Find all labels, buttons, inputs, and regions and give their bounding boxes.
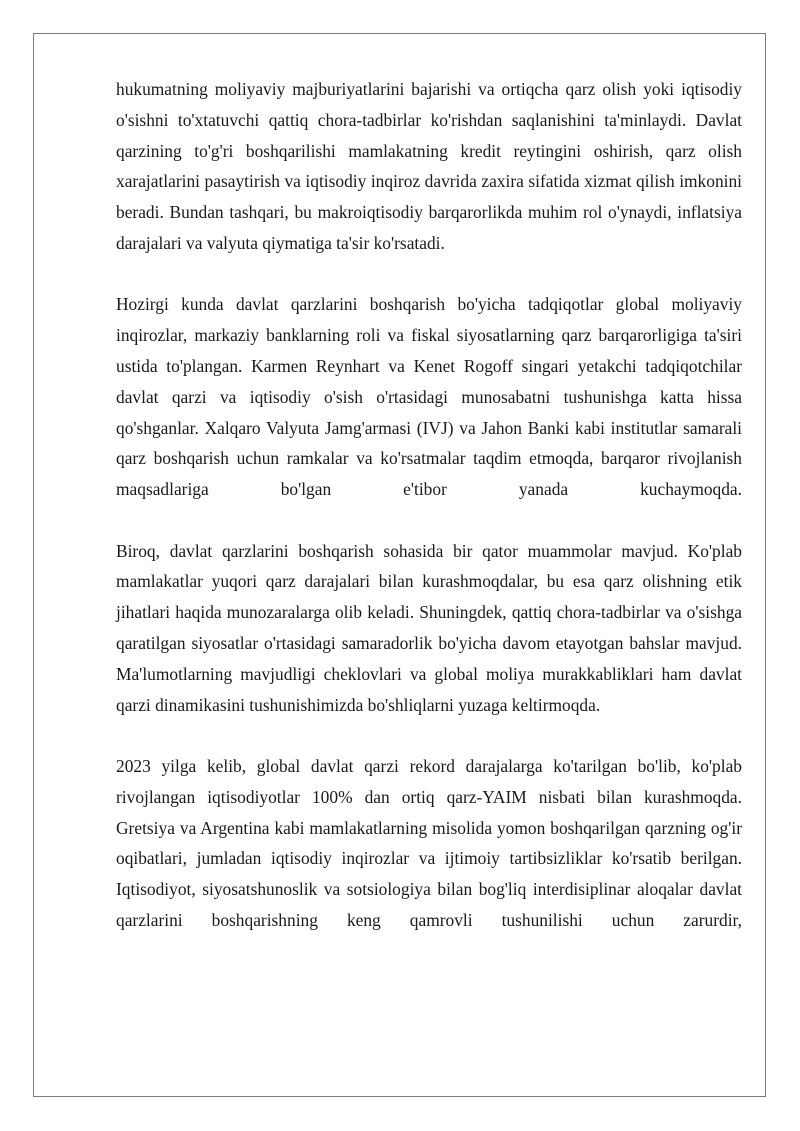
paragraph-4: 2023 yilga kelib, global davlat qarzi rekord darajalarga ko'tarilgan bo'lib, ko'plab rivojlangan iqtisodiyotlar 100% dan ortiq qarz-YAIM nisbati bilan kurashmoqda. Gretsiya va Argentina kabi mamlakatlarning misolida yomon boshqarilgan qarzning og'ir oqibatlari, jumladan iqtisodiy inqirozlar va ijtimoiy tartibsizliklar ko'rsatib berilgan. Iqtisodiyot, siyosatshunoslik va sotsiologiya bilan bog'liq interdisiplinar aloqalar davlat qarzlarini boshqarishning keng qamrovli tushunilishi uchun zarurdir, — [116, 755, 742, 930]
paragraph-2: Hozirgi kunda davlat qarzlarini boshqarish bo'yicha tadqiqotlar global moliyaviy inqirozlar, markaziy banklarning roli va fiskal siyosatlarning qarz barqarorligiga ta'siri ustida to'plangan. Karmen Reynhart va Kenet Rogoff singari yetakchi tadqiqotchilar davlat qarzi va iqtisodiy o'sish o'rtasidagi munosabatni tushunishga katta hissa qo'shganlar. Xalqaro Valyuta Jamg'armasi (IVJ) va Jahon Banki kabi institutlar samarali qarz boshqarish uchun ramkalar va ko'rsatmalar taqdim etmoqda, barqaror rivojlanish maqsadlariga bo'lgan e'tibor yanada kuchaymoqda. — [116, 294, 742, 500]
paragraph-1: hukumatning moliyaviy majburiyatlarini bajarishi va ortiqcha qarz olish yoki iqtisodiy o'sishni to'xtatuvchi qattiq chora-tadbirlar ko'rishdan saqlanishini ta'minlaydi. Davlat qarzining to'g'ri boshqarilishi mamlakatning kredit reytingini oshirish, qarz olish xarajatlarini pasaytirish va iqtisodiy inqiroz davrida zaxira sifatida xizmat qilish imkonini beradi. Bundan tashqari, bu makroiqtisodiy barqarorlikda muhim rol o'ynaydi, inflatsiya darajalari va valyuta qiymatiga ta'sir ko'rsatadi. — [116, 79, 742, 253]
document-body — [116, 74, 742, 966]
paragraph-3: Biroq, davlat qarzlarini boshqarish sohasida bir qator muammolar mavjud. Ko'plab mamlakatlar yuqori qarz darajalari bilan kurashmoqdalar, bu esa qarz olishning etik jihatlari haqida munozaralarga olib keladi. Shuningdek, qattiq chora-tadbirlar va o'sishga qaratilgan siyosatlar o'rtasidagi samaradorlik bo'yicha davom etayotgan bahslar mavjud. Ma'lumotlarning mavjudligi cheklovlari va global moliya murakkabliklari ham davlat qarzi dinamikasini tushunishimizda bo'shliqlarni yuzaga keltirmoqda. — [116, 540, 742, 715]
